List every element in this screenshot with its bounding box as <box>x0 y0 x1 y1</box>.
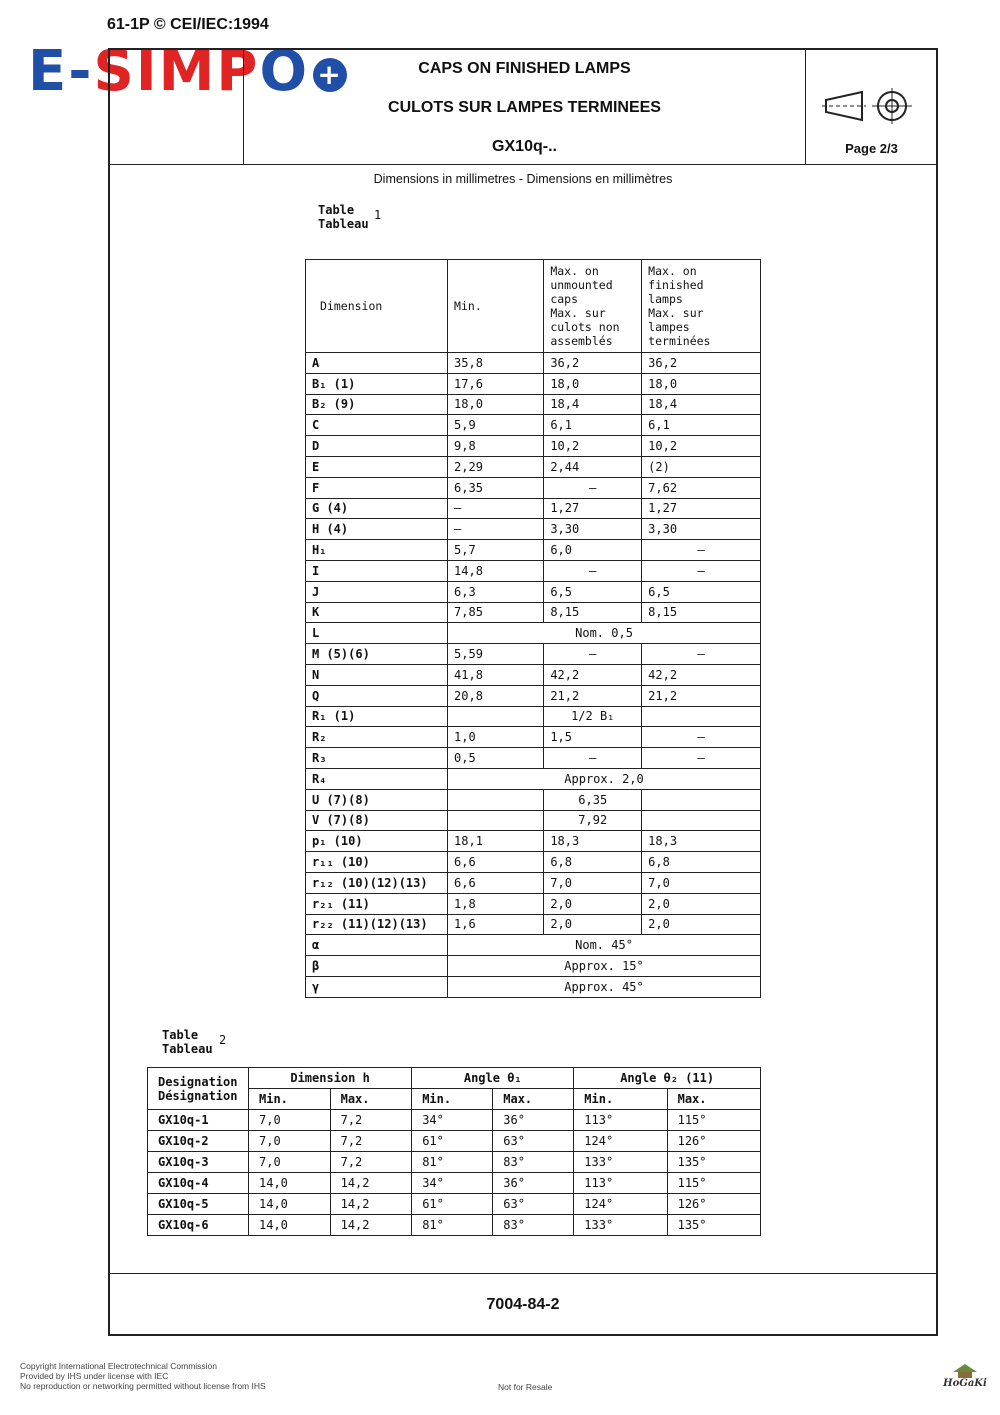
document-number: 7004-84-2 <box>486 1296 560 1313</box>
badge-text: HoGaKi <box>943 1378 987 1389</box>
table-cell: 1,27 <box>642 498 761 519</box>
table-cell: GX10q-3 <box>148 1152 249 1173</box>
table-cell: 36,2 <box>642 353 761 374</box>
table-cell: 18,1 <box>448 831 544 852</box>
table-cell: 61° <box>412 1131 493 1152</box>
table-row <box>306 560 761 581</box>
table-2 <box>147 1067 761 1236</box>
table-cell: N <box>306 664 448 685</box>
table-cell: 3,30 <box>544 519 642 540</box>
table-cell: 14,2 <box>330 1215 412 1236</box>
table-cell: 10,2 <box>544 436 642 457</box>
table-cell: 6,35 <box>448 477 544 498</box>
table2-label-en: Table <box>162 1028 199 1042</box>
table-cell: 20,8 <box>448 685 544 706</box>
table-cell: 10,2 <box>642 436 761 457</box>
table-cell: 133° <box>574 1152 667 1173</box>
table-row <box>306 477 761 498</box>
table-cell: L <box>306 623 448 644</box>
table-cell: α <box>306 935 448 956</box>
table-row <box>148 1110 761 1131</box>
table-cell: 3,30 <box>642 519 761 540</box>
max-unmounted-line: unmounted <box>550 278 613 292</box>
table2-number: 2 <box>219 1033 227 1047</box>
table-cell: 5,9 <box>448 415 544 436</box>
table-row <box>306 789 761 810</box>
designation-fr: Désignation <box>158 1088 238 1103</box>
table-cell: 1/2 B₁ <box>544 706 642 727</box>
table-row <box>306 394 761 415</box>
col-dimension-h: Dimension h <box>249 1068 412 1089</box>
table-cell: 6,0 <box>544 540 642 561</box>
resale-notice: Not for Resale <box>498 1382 553 1392</box>
cap-designation: GX10q-.. <box>492 138 557 155</box>
table-row <box>306 602 761 623</box>
table-cell: A <box>306 353 448 374</box>
table2-label <box>162 1028 213 1056</box>
table-cell: 63° <box>493 1194 574 1215</box>
table-row <box>306 436 761 457</box>
table-cell: F <box>306 477 448 498</box>
table-row <box>306 540 761 561</box>
table-cell: M (5)(6) <box>306 644 448 665</box>
table-cell: 17,6 <box>448 373 544 394</box>
col-angle-2: Angle θ₂ (11) <box>574 1068 761 1089</box>
table2-label-fr: Tableau <box>162 1042 213 1056</box>
page-number: Page 2/3 <box>845 141 898 156</box>
table2-header-row-1 <box>148 1068 761 1089</box>
table-cell: 14,0 <box>249 1215 331 1236</box>
table-row <box>306 768 761 789</box>
table-cell: R₄ <box>306 768 448 789</box>
table-row <box>306 831 761 852</box>
table-cell: – <box>642 560 761 581</box>
table-row <box>306 976 761 997</box>
table1-header-row <box>306 260 761 353</box>
table-cell: 124° <box>574 1131 667 1152</box>
table-cell: 133° <box>574 1215 667 1236</box>
table-cell: 18,0 <box>642 373 761 394</box>
table-cell: K <box>306 602 448 623</box>
table-row <box>148 1173 761 1194</box>
table-cell: 7,0 <box>249 1131 331 1152</box>
table-cell: – <box>642 644 761 665</box>
header-divider <box>108 164 938 165</box>
table-row <box>306 519 761 540</box>
table-row <box>306 456 761 477</box>
table-cell: B₁ (1) <box>306 373 448 394</box>
table-cell: I <box>306 560 448 581</box>
table-cell: p₁ (10) <box>306 831 448 852</box>
table-cell: β <box>306 956 448 977</box>
table-cell: 2,0 <box>642 893 761 914</box>
table-cell: 124° <box>574 1194 667 1215</box>
designation-en: Designation <box>158 1074 238 1089</box>
col-angle-1: Angle θ₁ <box>412 1068 574 1089</box>
table-cell: GX10q-5 <box>148 1194 249 1215</box>
table-row <box>306 373 761 394</box>
table-cell: 8,15 <box>544 602 642 623</box>
col-max-finished <box>642 260 761 353</box>
table-row <box>306 706 761 727</box>
table-cell: 2,29 <box>448 456 544 477</box>
document-reference: 61-1P © CEI/IEC:1994 <box>107 16 269 33</box>
table-cell: 7,0 <box>249 1110 331 1131</box>
copyright-notice <box>20 1361 266 1391</box>
table-row <box>306 935 761 956</box>
table-cell: Approx. 45° <box>448 976 761 997</box>
table-cell: 1,5 <box>544 727 642 748</box>
table-cell: 6,3 <box>448 581 544 602</box>
table-cell: H (4) <box>306 519 448 540</box>
table-row <box>306 415 761 436</box>
table-row <box>306 353 761 374</box>
table-cell: 41,8 <box>448 664 544 685</box>
table-cell: 2,0 <box>544 893 642 914</box>
table1-number: 1 <box>374 208 382 222</box>
table-cell: 1,8 <box>448 893 544 914</box>
table-cell <box>642 789 761 810</box>
table-cell: GX10q-2 <box>148 1131 249 1152</box>
table1-label-en: Table <box>318 203 355 217</box>
table-row <box>306 623 761 644</box>
max-unmounted-line: Max. on <box>550 264 599 278</box>
table-row <box>306 872 761 893</box>
copyright-line: Copyright International Electrotechnical Commission <box>20 1361 218 1371</box>
max-finished-line: lamps <box>648 292 683 306</box>
table-cell: 113° <box>574 1110 667 1131</box>
col-a2-min: Min. <box>574 1089 667 1110</box>
table-cell: 1,6 <box>448 914 544 935</box>
col-designation <box>148 1068 249 1110</box>
table-cell: GX10q-4 <box>148 1173 249 1194</box>
col-min: Min. <box>448 260 544 353</box>
table-cell: – <box>448 498 544 519</box>
table-cell <box>448 789 544 810</box>
table-cell: 6,5 <box>544 581 642 602</box>
table-cell: 7,0 <box>249 1152 331 1173</box>
table-cell: 126° <box>667 1131 760 1152</box>
table-cell: 14,0 <box>249 1173 331 1194</box>
table-cell: Q <box>306 685 448 706</box>
table-cell: r₁₁ (10) <box>306 852 448 873</box>
table-cell: D <box>306 436 448 457</box>
table-row <box>306 727 761 748</box>
col-h-min: Min. <box>249 1089 331 1110</box>
table-cell: 14,2 <box>330 1194 412 1215</box>
table-row <box>306 893 761 914</box>
table-cell: GX10q-1 <box>148 1110 249 1131</box>
table-row <box>306 748 761 769</box>
table-cell: 1,0 <box>448 727 544 748</box>
table-cell: 7,0 <box>642 872 761 893</box>
table-cell: 7,85 <box>448 602 544 623</box>
table1-label <box>318 203 369 231</box>
table-cell: R₁ (1) <box>306 706 448 727</box>
header-left-cell <box>108 48 244 164</box>
table-cell: 6,35 <box>544 789 642 810</box>
table-cell: Approx. 15° <box>448 956 761 977</box>
table-cell: 18,0 <box>448 394 544 415</box>
table-cell: 7,62 <box>642 477 761 498</box>
col-max-unmounted <box>544 260 642 353</box>
table-cell: 36° <box>493 1110 574 1131</box>
table-cell: 83° <box>493 1152 574 1173</box>
table-cell: R₃ <box>306 748 448 769</box>
table-cell: 7,2 <box>330 1110 412 1131</box>
table-cell <box>448 706 544 727</box>
table-cell: 6,8 <box>642 852 761 873</box>
table-cell: 113° <box>574 1173 667 1194</box>
table-cell: 18,3 <box>642 831 761 852</box>
table-cell: r₂₂ (11)(12)(13) <box>306 914 448 935</box>
table-cell: 9,8 <box>448 436 544 457</box>
table-cell: 6,6 <box>448 872 544 893</box>
table-cell: 81° <box>412 1215 493 1236</box>
max-finished-line: Max. sur <box>648 306 704 320</box>
table-cell: 21,2 <box>544 685 642 706</box>
max-finished-line: terminées <box>648 334 711 348</box>
table-cell: 35,8 <box>448 353 544 374</box>
table-cell: 34° <box>412 1173 493 1194</box>
dimensions-note: Dimensions in millimetres - Dimensions en millimètres <box>373 172 673 186</box>
table-cell: – <box>544 560 642 581</box>
title-fr: CULOTS SUR LAMPES TERMINEES <box>388 99 661 116</box>
house-icon <box>950 1362 980 1378</box>
table-cell: 63° <box>493 1131 574 1152</box>
table-cell: 5,59 <box>448 644 544 665</box>
table-cell: 6,1 <box>544 415 642 436</box>
max-unmounted-line: assemblés <box>550 334 613 348</box>
col-a1-max: Max. <box>493 1089 574 1110</box>
table-cell <box>642 706 761 727</box>
table-cell: 42,2 <box>544 664 642 685</box>
table-cell: r₁₂ (10)(12)(13) <box>306 872 448 893</box>
table-cell: – <box>642 727 761 748</box>
table-cell: Nom. 0,5 <box>448 623 761 644</box>
table-cell: GX10q-6 <box>148 1215 249 1236</box>
col-h-max: Max. <box>330 1089 412 1110</box>
table-cell: 83° <box>493 1215 574 1236</box>
table-cell: – <box>544 644 642 665</box>
table-cell: 7,2 <box>330 1152 412 1173</box>
col-a2-max: Max. <box>667 1089 760 1110</box>
table-cell: 6,1 <box>642 415 761 436</box>
table-cell: 2,44 <box>544 456 642 477</box>
table-cell: 115° <box>667 1110 760 1131</box>
table-cell: Approx. 2,0 <box>448 768 761 789</box>
table-cell: 7,0 <box>544 872 642 893</box>
table-cell: – <box>544 748 642 769</box>
table-cell: V (7)(8) <box>306 810 448 831</box>
table-row <box>148 1131 761 1152</box>
table-row <box>306 498 761 519</box>
table-cell: 7,92 <box>544 810 642 831</box>
table-cell: 36,2 <box>544 353 642 374</box>
table-cell: 126° <box>667 1194 760 1215</box>
copyright-line: No reproduction or networking permitted without license from IHS <box>20 1381 266 1391</box>
max-unmounted-line: caps <box>550 292 579 306</box>
table-1 <box>305 259 761 998</box>
table-cell: 115° <box>667 1173 760 1194</box>
table-cell: 61° <box>412 1194 493 1215</box>
table-cell: 5,7 <box>448 540 544 561</box>
max-unmounted-line: Max. sur <box>550 306 606 320</box>
table-cell: 34° <box>412 1110 493 1131</box>
table-cell: – <box>642 540 761 561</box>
table-cell: 18,0 <box>544 373 642 394</box>
table-row <box>306 810 761 831</box>
table-row <box>148 1194 761 1215</box>
logo-part-3: O <box>259 39 310 104</box>
table-cell: 135° <box>667 1152 760 1173</box>
table-row <box>306 914 761 935</box>
table-cell <box>448 810 544 831</box>
plus-icon: + <box>313 58 347 92</box>
table-cell: C <box>306 415 448 436</box>
logo-part-2: SIMP <box>93 39 260 104</box>
table-cell: 6,5 <box>642 581 761 602</box>
table-cell: 7,2 <box>330 1131 412 1152</box>
logo-part-1: E- <box>28 39 94 104</box>
table-cell: 0,5 <box>448 748 544 769</box>
table-row <box>306 581 761 602</box>
table-cell: 6,6 <box>448 852 544 873</box>
table-cell: 14,0 <box>249 1194 331 1215</box>
table-cell: G (4) <box>306 498 448 519</box>
table-cell: 18,4 <box>642 394 761 415</box>
table-cell: 6,8 <box>544 852 642 873</box>
table-cell: 2,0 <box>642 914 761 935</box>
table-cell <box>642 810 761 831</box>
table1-label-fr: Tableau <box>318 217 369 231</box>
table-cell: 42,2 <box>642 664 761 685</box>
table-cell: r₂₁ (11) <box>306 893 448 914</box>
table-cell: Nom. 45° <box>448 935 761 956</box>
table-cell: 36° <box>493 1173 574 1194</box>
table-cell: 1,27 <box>544 498 642 519</box>
table-cell: 18,4 <box>544 394 642 415</box>
table-cell: R₂ <box>306 727 448 748</box>
copyright-line: Provided by IHS under license with IEC <box>20 1371 169 1381</box>
table-cell: U (7)(8) <box>306 789 448 810</box>
table-row <box>306 852 761 873</box>
table-row <box>306 664 761 685</box>
table-cell: (2) <box>642 456 761 477</box>
table-cell: – <box>642 748 761 769</box>
table-row <box>148 1152 761 1173</box>
table-cell: 14,8 <box>448 560 544 581</box>
table-cell: – <box>544 477 642 498</box>
col-dimension: Dimension <box>306 260 448 353</box>
table-cell: 8,15 <box>642 602 761 623</box>
table-cell: H₁ <box>306 540 448 561</box>
table-cell: J <box>306 581 448 602</box>
table-cell: 18,3 <box>544 831 642 852</box>
table-row <box>306 644 761 665</box>
max-finished-line: lampes <box>648 320 690 334</box>
table-cell: γ <box>306 976 448 997</box>
table-cell: 14,2 <box>330 1173 412 1194</box>
table-cell: B₂ (9) <box>306 394 448 415</box>
table-cell: E <box>306 456 448 477</box>
title-en: CAPS ON FINISHED LAMPS <box>418 60 631 77</box>
table-cell: 2,0 <box>544 914 642 935</box>
footer-divider <box>108 1273 938 1274</box>
max-finished-line: Max. on <box>648 264 697 278</box>
table-cell: 21,2 <box>642 685 761 706</box>
table-row <box>148 1215 761 1236</box>
col-a1-min: Min. <box>412 1089 493 1110</box>
max-finished-line: finished <box>648 278 704 292</box>
projection-symbol-icon <box>822 86 918 126</box>
table-row <box>306 685 761 706</box>
table-cell: 135° <box>667 1215 760 1236</box>
max-unmounted-line: culots non <box>550 320 620 334</box>
table-cell: 81° <box>412 1152 493 1173</box>
table-cell: – <box>448 519 544 540</box>
table-row <box>306 956 761 977</box>
